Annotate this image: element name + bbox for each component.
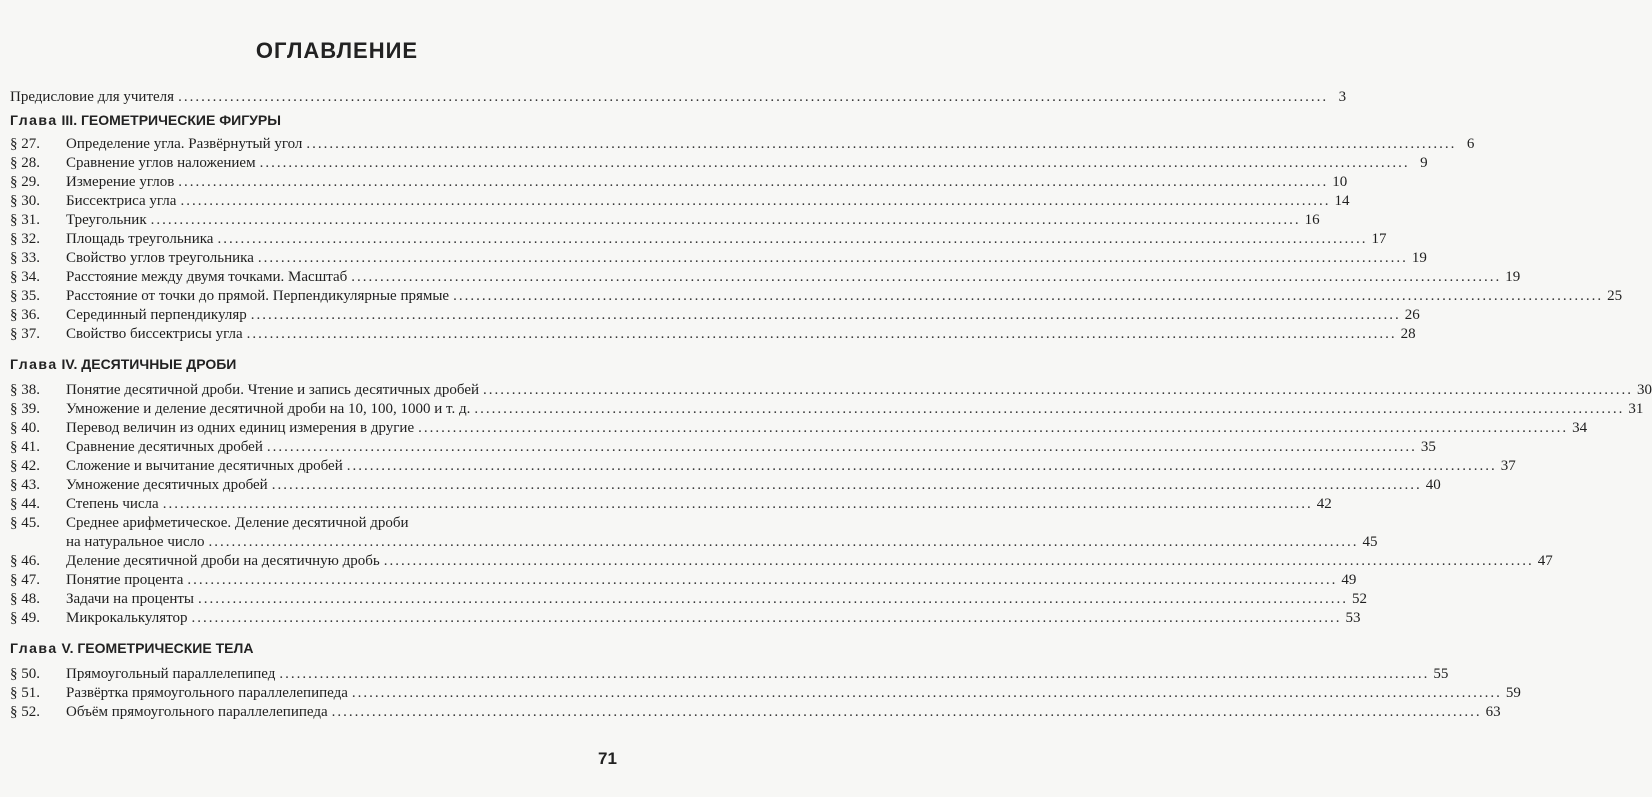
- chapter-prefix: Глава: [10, 112, 58, 128]
- toc-entry-page: 35: [1420, 439, 1436, 455]
- toc-entry-page: 47: [1537, 553, 1553, 569]
- toc-entry-section: § 34.: [10, 269, 40, 285]
- toc-entry-section: § 40.: [10, 420, 40, 436]
- toc-entry-page: 31: [1628, 401, 1644, 417]
- toc-entry[interactable]: [10, 665, 1449, 684]
- toc-entry-title: Микрокалькулятор: [66, 610, 188, 626]
- toc-entry-page: 40: [1425, 477, 1441, 493]
- toc-entry-title: Расстояние от точки до прямой. Перпендикулярные прямые: [66, 288, 450, 304]
- toc-entry-page: 45: [1362, 534, 1378, 550]
- page-title: ОГЛАВЛЕНИЕ: [255, 38, 419, 63]
- toc-entry[interactable]: [10, 571, 1357, 590]
- leader-dots: ........................................................................................................................................................................................................: [331, 704, 1482, 720]
- leader-dots: ........................................................................................................................................................................................................: [250, 307, 1401, 323]
- toc-entry-title: Сложение и вычитание десятичных дробей: [66, 458, 343, 474]
- leader-dots: ........................................................................................................................................................................................................: [266, 439, 1417, 455]
- toc-entry-section: § 46.: [10, 553, 40, 569]
- leader-dots: ........................................................................................................................................................................................................: [351, 269, 1502, 285]
- leader-dots: ........................................................................................................................................................................................................: [191, 610, 1342, 626]
- leader-dots: ........................................................................................................................................................................................................: [259, 155, 1410, 171]
- leader-dots: ........................................................................................................................................................................................................: [418, 420, 1569, 436]
- toc-entry-title: Сравнение углов наложением: [66, 155, 256, 171]
- toc-entry-section: § 41.: [10, 439, 40, 455]
- toc-entry[interactable]: [10, 419, 1588, 438]
- toc-entry-section: § 32.: [10, 231, 40, 247]
- toc-entry-page: 63: [1485, 704, 1501, 720]
- toc-entry[interactable]: [10, 154, 1428, 173]
- toc-entry-title: Биссектриса угла: [66, 193, 177, 209]
- chapter-name: V. ГЕОМЕТРИЧЕСКИЕ ТЕЛА: [61, 640, 254, 656]
- toc-entry-continuation[interactable]: [10, 533, 1378, 552]
- leader-dots: ........................................................................................................................................................................................................: [178, 89, 1329, 105]
- toc-entry[interactable]: [10, 135, 1475, 154]
- toc-entry-preface[interactable]: [10, 88, 1347, 107]
- toc-entry-title: на натуральное число: [66, 534, 205, 550]
- toc-entry-page: 3: [1338, 89, 1347, 105]
- toc-entry-page: 55: [1433, 666, 1449, 682]
- leader-dots: ........................................................................................................................................................................................................: [217, 231, 1368, 247]
- leader-dots: ........................................................................................................................................................................................................: [383, 553, 1534, 569]
- leader-dots: ........................................................................................................................................................................................................: [208, 534, 1359, 550]
- leader-dots: ........................................................................................................................................................................................................: [246, 326, 1397, 342]
- toc-entry-page: 34: [1572, 420, 1588, 436]
- toc-entry[interactable]: [10, 381, 1652, 400]
- toc-entry-section: § 50.: [10, 666, 40, 682]
- toc-entry-page: 28: [1400, 326, 1416, 342]
- chapter-name: III. ГЕОМЕТРИЧЕСКИЕ ФИГУРЫ: [61, 112, 281, 128]
- toc-entry-section: § 44.: [10, 496, 40, 512]
- leader-dots: ........................................................................................................................................................................................................: [279, 666, 1430, 682]
- leader-dots: ........................................................................................................................................................................................................: [257, 250, 1408, 266]
- toc-entry-section: § 36.: [10, 307, 40, 323]
- toc-entry[interactable]: [10, 268, 1521, 287]
- toc-entry-section: § 48.: [10, 591, 40, 607]
- toc-entry-section: § 39.: [10, 401, 40, 417]
- chapter-heading: [10, 110, 638, 130]
- leader-dots: ........................................................................................................................................................................................................: [162, 496, 1313, 512]
- toc-entry-section: § 47.: [10, 572, 40, 588]
- toc-entry-page: 52: [1352, 591, 1367, 607]
- leader-dots: ........................................................................................................................................................................................................: [271, 477, 1422, 493]
- leader-dots: ........................................................................................................................................................................................................: [150, 212, 1301, 228]
- toc-entry-page: 16: [1304, 212, 1320, 228]
- toc-entry-section: § 38.: [10, 382, 40, 398]
- toc-entry-title: Предисловие для учителя: [10, 89, 175, 105]
- toc-entry-page: 49: [1341, 572, 1357, 588]
- toc-entry-title: Измерение углов: [66, 174, 175, 190]
- toc-entry[interactable]: [10, 514, 638, 533]
- leader-dots: ........................................................................................................................................................................................................: [474, 401, 1625, 417]
- toc-entry[interactable]: [10, 495, 1332, 514]
- toc-entry-section: § 27.: [10, 136, 40, 152]
- toc-entry-section: § 49.: [10, 610, 40, 626]
- chapter-prefix: Глава: [10, 356, 58, 372]
- toc-entry[interactable]: [10, 438, 1436, 457]
- toc-entry-page: 19: [1505, 269, 1521, 285]
- toc-entry-page: 37: [1500, 458, 1516, 474]
- chapter-prefix: Глава: [10, 640, 58, 656]
- toc-entry[interactable]: [10, 287, 1623, 306]
- toc-entry-section: § 52.: [10, 704, 40, 720]
- leader-dots: ........................................................................................................................................................................................................: [453, 288, 1604, 304]
- toc-entry-section: § 51.: [10, 685, 40, 701]
- toc-entry-title: Сравнение десятичных дробей: [66, 439, 263, 455]
- chapter-heading: [10, 354, 638, 374]
- toc-entry[interactable]: [10, 400, 1644, 419]
- toc-entry-title: Умножение и деление десятичной дроби на 10, 100, 1000 и т. д.: [66, 401, 471, 417]
- toc-entry-page: 19: [1411, 250, 1427, 266]
- toc-entry-section: § 28.: [10, 155, 40, 171]
- toc-entry-page: 59: [1505, 685, 1521, 701]
- toc-entry-title: Треугольник: [66, 212, 147, 228]
- toc-entry[interactable]: [10, 552, 1553, 571]
- toc-entry-title: Определение угла. Развёрнутый угол: [66, 136, 303, 152]
- toc-entry[interactable]: [10, 249, 1427, 268]
- toc-entry-section: § 30.: [10, 193, 40, 209]
- leader-dots: ........................................................................................................................................................................................................: [198, 591, 1348, 607]
- toc-entry-title: Понятие процента: [66, 572, 184, 588]
- toc-entry-title: Прямоугольный параллелепипед: [66, 666, 276, 682]
- toc-entry[interactable]: [10, 684, 1521, 703]
- toc-entry-section: § 35.: [10, 288, 40, 304]
- toc-entry-title: Свойство биссектрисы угла: [66, 326, 243, 342]
- toc-entry[interactable]: [10, 211, 1320, 230]
- toc-entry-title: Свойство углов треугольника: [66, 250, 254, 266]
- leader-dots: ........................................................................................................................................................................................................: [180, 193, 1331, 209]
- toc-entry-section: § 29.: [10, 174, 40, 190]
- toc-entry-title: Развёртка прямоугольного параллелепипеда: [66, 685, 348, 701]
- toc-entry-page: 6: [1466, 136, 1475, 152]
- toc-entry[interactable]: [10, 476, 1441, 495]
- page-number: 71: [598, 749, 617, 768]
- toc-entry-title: Умножение десятичных дробей: [66, 477, 268, 493]
- chapter-name: IV. ДЕСЯТИЧНЫЕ ДРОБИ: [61, 356, 237, 372]
- toc-entry[interactable]: [10, 703, 1501, 722]
- leader-dots: ........................................................................................................................................................................................................: [306, 136, 1457, 152]
- chapter-heading: [10, 638, 638, 658]
- toc-entry-page: 26: [1404, 307, 1420, 323]
- toc-entry-title: Деление десятичной дроби на десятичную дробь: [66, 553, 380, 569]
- toc-entry-page: 9: [1420, 155, 1428, 171]
- toc-entry-page: 42: [1316, 496, 1332, 512]
- toc-entry-page: 14: [1334, 193, 1350, 209]
- toc-entry[interactable]: [10, 192, 1350, 211]
- toc-entry-title: Перевод величин из одних единиц измерения в другие: [66, 420, 415, 436]
- toc-entry-title: Площадь треугольника: [66, 231, 214, 247]
- toc-entry[interactable]: [10, 457, 1516, 476]
- toc-entry-title: Расстояние между двумя точками. Масштаб: [66, 269, 348, 285]
- toc-entry-page: 25: [1607, 288, 1623, 304]
- toc-entry-section: § 42.: [10, 458, 40, 474]
- toc-entry-section: § 45.: [10, 515, 40, 531]
- toc-entry-title: Объём прямоугольного параллелепипеда: [66, 704, 328, 720]
- leader-dots: ........................................................................................................................................................................................................: [351, 685, 1502, 701]
- toc-entry[interactable]: [10, 325, 1416, 344]
- toc-entry-title: Понятие десятичной дроби. Чтение и запись десятичных дробей: [66, 382, 480, 398]
- toc-entry-title: Серединный перпендикуляр: [66, 307, 247, 323]
- leader-dots: ........................................................................................................................................................................................................: [187, 572, 1338, 588]
- toc-entry[interactable]: [10, 306, 1420, 325]
- toc-entry-section: § 31.: [10, 212, 40, 228]
- leader-dots: ........................................................................................................................................................................................................: [178, 174, 1329, 190]
- toc-entry-page: 53: [1345, 610, 1361, 626]
- toc-entry-title: Степень числа: [66, 496, 159, 512]
- toc-entry[interactable]: [10, 230, 1387, 249]
- leader-dots: ........................................................................................................................................................................................................: [483, 382, 1634, 398]
- leader-dots: ........................................................................................................................................................................................................: [346, 458, 1497, 474]
- toc-entry-section: § 43.: [10, 477, 40, 493]
- toc-entry-section: § 37.: [10, 326, 40, 342]
- toc-entry-page: 30: [1637, 382, 1652, 398]
- toc-entry[interactable]: [10, 609, 1361, 628]
- toc-entry-page: 17: [1371, 231, 1387, 247]
- toc-entry[interactable]: [10, 173, 1348, 192]
- toc-entry-section: § 33.: [10, 250, 40, 266]
- toc-entry[interactable]: [10, 590, 1367, 609]
- toc-entry-page: 10: [1332, 174, 1348, 190]
- toc-entry-title: Задачи на проценты: [66, 591, 194, 607]
- toc-entry-title: Среднее арифметическое. Деление десятичной дроби: [66, 515, 409, 531]
